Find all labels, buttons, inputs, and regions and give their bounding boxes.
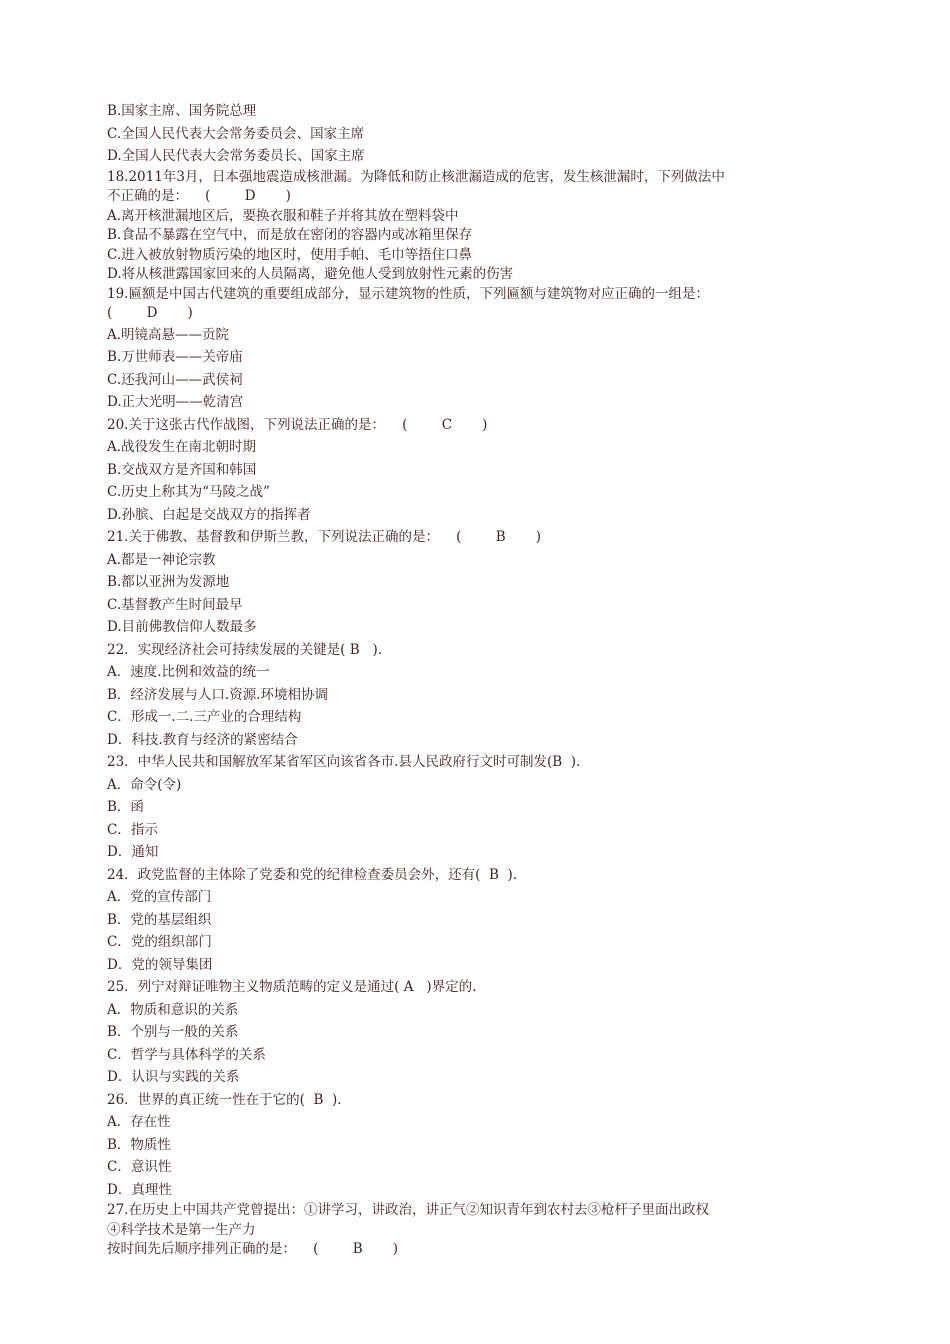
text-line: B．经济发展与人口.资源.环境相协调 <box>107 686 329 703</box>
text-line: D.全国人民代表大会常务委员长、国家主席 <box>107 148 365 164</box>
text-line: A.离开核泄漏地区后，要换衣服和鞋子并将其放在塑料袋中 <box>107 207 459 224</box>
text-line: A．存在性 <box>107 1114 171 1130</box>
text-line: 26．世界的真正统一性在于它的( B ). <box>107 1091 342 1108</box>
text-line: 按时间先后顺序排列正确的是： ( B ) <box>107 1241 398 1257</box>
text-line: ④科学技术是第一生产力 <box>107 1221 256 1238</box>
text-line: A．党的宣传部门 <box>107 889 212 905</box>
text-line: D.目前佛教信仰人数最多 <box>107 619 257 635</box>
document-body <box>107 100 847 1260</box>
text-line: 27.在历史上中国共产党曾提出：①讲学习，讲政治，讲正气②知识青年到农村去③枪杆子里面出政权 <box>107 1202 709 1218</box>
text-line: C．指示 <box>107 821 158 838</box>
text-line: A．速度.比例和效益的统一 <box>107 664 270 680</box>
text-line: 21.关于佛教、基督教和伊斯兰教，下列说法正确的是： ( B ) <box>107 529 541 545</box>
text-line: 25．列宁对辩证唯物主义物质范畴的定义是通过( A )界定的. <box>107 979 477 995</box>
text-line: C.基督教产生时间最早 <box>107 596 243 613</box>
text-line: D.正大光明——乾清宫 <box>107 394 244 410</box>
text-line: 24．政党监督的主体除了党委和党的纪律检查委员会外，还有( B ). <box>107 866 518 883</box>
text-line: B.交战双方是齐国和韩国 <box>107 461 257 478</box>
text-line: C．党的组织部门 <box>107 934 212 950</box>
text-line: B.食品不暴露在空气中，而是放在密闭的容器内或冰箱里保存 <box>107 227 473 243</box>
text-line: D．真理性 <box>107 1181 172 1198</box>
text-line: A.都是一神论宗教 <box>107 551 216 568</box>
text-line: D．党的领导集团 <box>107 956 213 973</box>
text-line: B．函 <box>107 799 144 815</box>
text-line: D．认识与实践的关系 <box>107 1069 240 1085</box>
text-line: ( D ) <box>107 305 193 321</box>
text-line: B．党的基层组织 <box>107 911 212 928</box>
text-line: 18.2011年3月，日本强地震造成核泄漏。为降低和防止核泄漏造成的危害，发生核泄漏时，下列做法中 <box>107 168 725 185</box>
text-line: 19.匾额是中国古代建筑的重要组成部分，显示建筑物的性质，下列匾额与建筑物对应正确的一组是： <box>107 285 709 302</box>
text-line: B．物质性 <box>107 1136 171 1153</box>
text-line: 22．实现经济社会可持续发展的关键是( B ). <box>107 641 383 658</box>
text-line: A.战役发生在南北朝时期 <box>107 439 257 455</box>
text-line: 20.关于这张古代作战图，下列说法正确的是： ( C ) <box>107 416 488 433</box>
text-line: A．物质和意识的关系 <box>107 1001 239 1018</box>
text-line: D.将从核泄露国家回来的人员隔离，避免他人受到放射性元素的伤害 <box>107 266 514 282</box>
text-line: D．科技.教育与经济的紧密结合 <box>107 731 298 748</box>
text-line: C.历史上称其为“马陵之战” <box>107 484 270 500</box>
text-line: B.国家主席、国务院总理 <box>107 103 257 119</box>
text-line: B.万世师表——关帝庙 <box>107 349 243 365</box>
text-line: D．通知 <box>107 844 159 860</box>
text-line: B．个别与一般的关系 <box>107 1024 239 1040</box>
text-line: C．哲学与具体科学的关系 <box>107 1046 266 1063</box>
text-line: A.明镜高悬——贡院 <box>107 326 230 343</box>
text-line: A．命令(令) <box>107 776 182 793</box>
text-line: C.还我河山——武侯祠 <box>107 371 243 388</box>
text-line: 不正确的是： ( D ) <box>107 188 291 204</box>
text-line: C．意识性 <box>107 1159 172 1175</box>
text-line: B.都以亚洲为发源地 <box>107 574 230 590</box>
text-line: D.孙膑、白起是交战双方的指挥者 <box>107 506 311 523</box>
text-line: 23．中华人民共和国解放军某省军区向该省各市.县人民政府行文时可制发(B ). <box>107 754 581 770</box>
text-line: C.全国人民代表大会常务委员会、国家主席 <box>107 125 365 142</box>
text-line: C．形成一.二.三产业的合理结构 <box>107 709 302 725</box>
text-line: C.进入被放射物质污染的地区时，使用手帕、毛巾等捂住口鼻 <box>107 246 473 263</box>
